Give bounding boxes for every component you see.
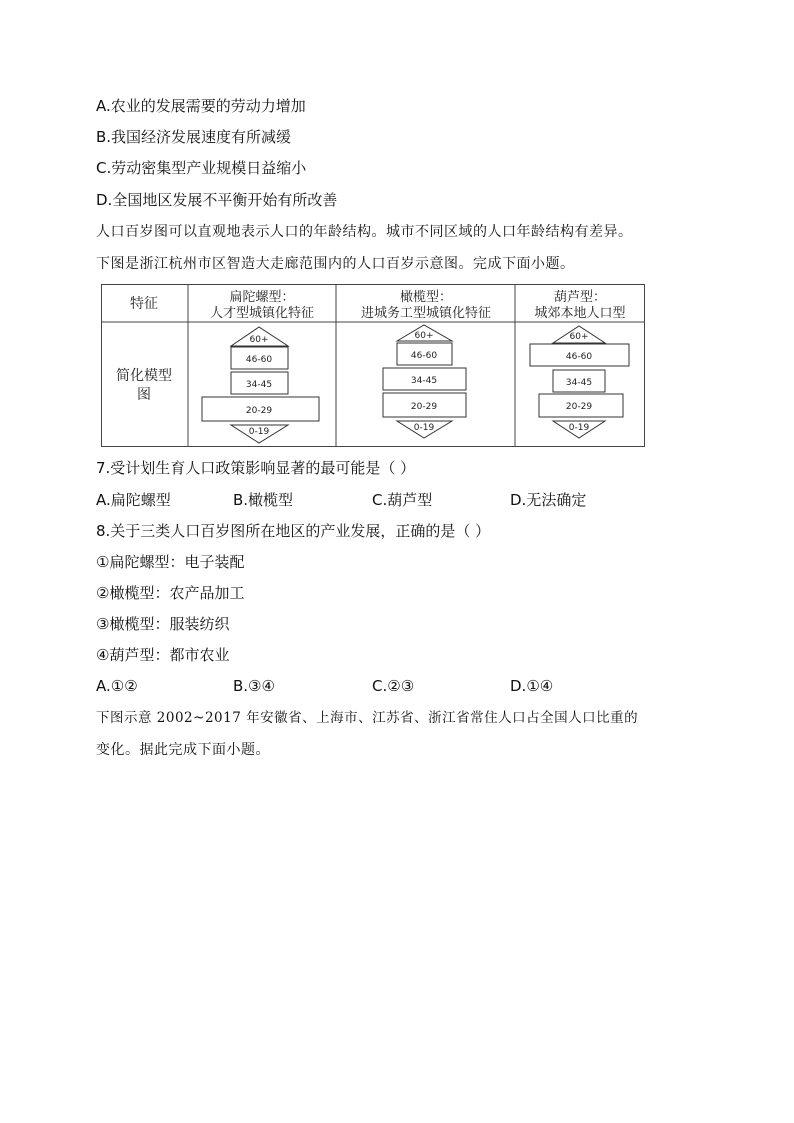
outro-line-1: 下图示意 2002~2017 年安徽省、上海市、江苏省、浙江省常住人口占全国人口比重的	[96, 710, 639, 726]
col2-name: 橄榄型：	[399, 290, 453, 305]
option-d: D.全国地区发展不平衡开始有所改善	[96, 191, 338, 209]
col3-label-60plus: 60+	[569, 332, 589, 342]
option-a: A.农业的发展需要的劳动力增加	[96, 97, 306, 115]
col1-label-46-60: 46-60	[245, 355, 273, 365]
population-pyramid-table	[101, 284, 646, 448]
col3-label-34-45: 34-45	[565, 378, 593, 388]
q7-stem: 7.受计划生育人口政策影响显著的最可能是（ ）	[96, 459, 416, 477]
q8-item-1: ①扁陀螺型：电子装配	[96, 553, 245, 571]
col2-label-46-60: 46-60	[410, 351, 438, 361]
q8-stem: 8.关于三类人口百岁图所在地区的产业发展，正确的是（ ）	[96, 522, 491, 540]
q8-option-b[interactable]: B.③④	[233, 677, 275, 695]
q8-option-c[interactable]: C.②③	[372, 677, 415, 695]
col3-label-46-60: 46-60	[565, 352, 593, 362]
outro-line-2: 变化。据此完成下面小题。	[96, 742, 270, 758]
q7-option-b[interactable]: B.橄榄型	[233, 491, 294, 509]
col2-label-0-19: 0-19	[413, 423, 435, 433]
col3-name: 葫芦型：	[553, 290, 607, 305]
q8-option-d[interactable]: D.①④	[510, 677, 554, 695]
col3-desc: 城郊本地人口型	[534, 306, 626, 321]
row-model-label-2: 图	[137, 387, 151, 403]
option-b: B.我国经济发展速度有所减缓	[96, 128, 292, 146]
col2-label-34-45: 34-45	[410, 376, 438, 386]
col3-pyramid	[530, 326, 629, 438]
option-c: C.劳动密集型产业规模日益缩小	[96, 159, 307, 177]
col2-desc: 进城务工型城镇化特征	[360, 306, 492, 321]
q7-option-c[interactable]: C.葫芦型	[372, 491, 433, 509]
col1-name: 扁陀螺型：	[229, 290, 295, 305]
col2-label-60plus: 60+	[414, 331, 434, 341]
col1-pyramid	[202, 327, 319, 443]
col3-label-0-19: 0-19	[568, 423, 590, 433]
intro-line-2: 下图是浙江杭州市区智造大走廊范围内的人口百岁示意图。完成下面小题。	[96, 256, 575, 272]
col1-label-60plus: 60+	[249, 335, 269, 345]
col3-label-20-29: 20-29	[565, 402, 593, 412]
col1-label-20-29: 20-29	[245, 406, 273, 416]
col1-desc: 人才型城镇化特征	[209, 306, 315, 321]
col2-pyramid	[383, 325, 466, 438]
q8-item-3: ③橄榄型：服装纺织	[96, 615, 230, 633]
q8-item-4: ④葫芦型：都市农业	[96, 646, 230, 664]
q8-item-2: ②橄榄型：农产品加工	[96, 584, 245, 602]
col1-label-0-19: 0-19	[248, 427, 270, 437]
q7-option-d[interactable]: D.无法确定	[510, 491, 587, 509]
col2-label-20-29: 20-29	[410, 402, 438, 412]
row-header: 特征	[130, 296, 158, 312]
intro-line-1: 人口百岁图可以直观地表示人口的年龄结构。城市不同区域的人口年龄结构有差异。	[96, 224, 633, 240]
q7-option-a[interactable]: A.扁陀螺型	[96, 491, 171, 509]
col1-label-34-45: 34-45	[245, 380, 273, 390]
q8-option-a[interactable]: A.①②	[96, 677, 138, 695]
row-model-label-1: 简化模型	[116, 368, 172, 384]
